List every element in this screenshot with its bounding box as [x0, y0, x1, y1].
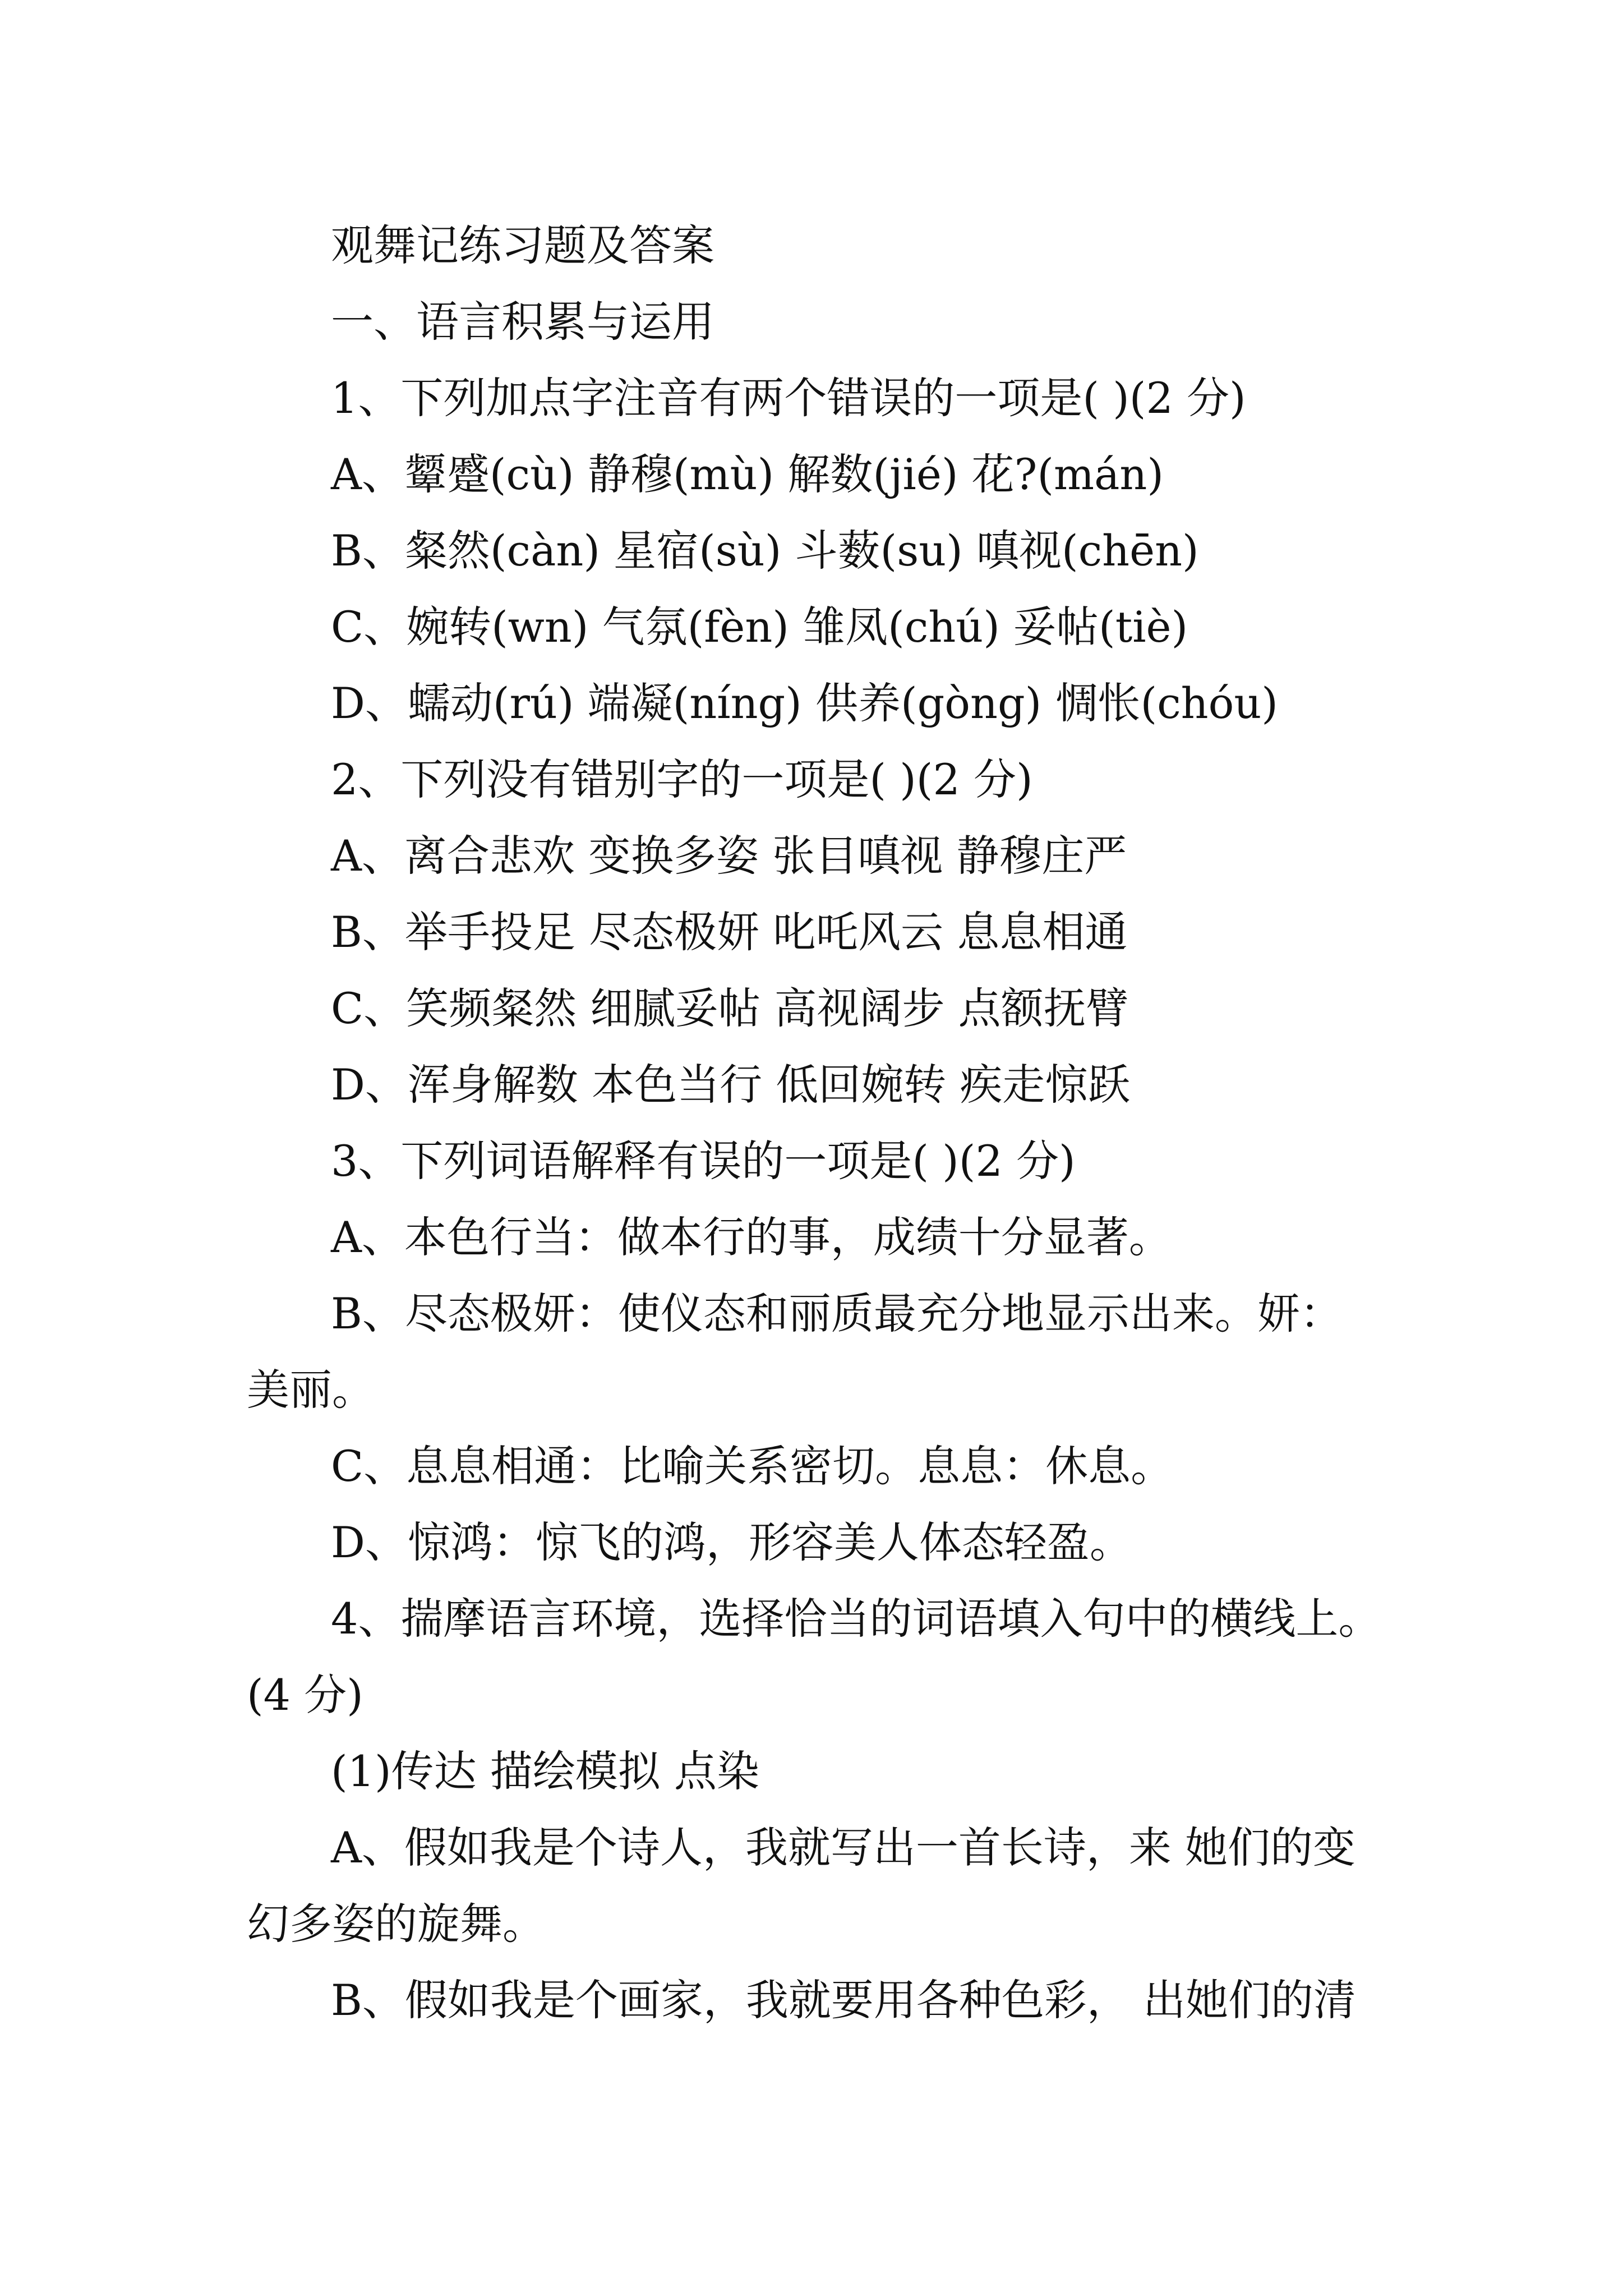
document-body [247, 208, 1413, 2039]
question-1-option-b: B、粲然(càn) 星宿(sù) 斗薮(su) 嗔视(chēn) [331, 526, 1199, 576]
question-3-option-a: A、本色行当：做本行的事，成绩十分显著。 [331, 1212, 1172, 1262]
question-2: 2、下列没有错别字的一项是( )(2 分) [331, 754, 1033, 804]
question-3-option-d: D、惊鸿：惊飞的鸿，形容美人体态轻盈。 [331, 1517, 1132, 1567]
question-3-option-b-continued: 美丽。 [247, 1365, 375, 1415]
question-4: 4、揣摩语言环境，选择恰当的词语填入句中的横线上。 [331, 1594, 1381, 1644]
document-title: 观舞记练习题及答案 [331, 220, 714, 270]
question-3-option-b: B、尽态极妍：使仪态和丽质最充分地显示出来。妍： [331, 1289, 1343, 1338]
question-1-option-d: D、蠕动(rú) 端凝(níng) 供养(gòng) 惆怅(chóu) [331, 678, 1278, 728]
question-4-score: (4 分) [247, 1670, 363, 1720]
question-1-option-c: C、婉转(wn) 气氛(fèn) 雏凤(chú) 妥帖(tiè) [331, 602, 1188, 652]
question-2-option-a: A、离合悲欢 变换多姿 张目嗔视 静穆庄严 [331, 831, 1127, 881]
question-3: 3、下列词语解释有误的一项是( )(2 分) [331, 1136, 1076, 1186]
section-heading: 一、语言积累与运用 [331, 297, 714, 347]
question-1-option-a: A、颦蹙(cù) 静穆(mù) 解数(jié) 花?(mán) [331, 449, 1164, 499]
question-1: 1、下列加点字注音有两个错误的一项是( )(2 分) [331, 373, 1246, 423]
question-4-sentence-a: A、假如我是个诗人，我就写出一首长诗，来 她们的变 [331, 1823, 1356, 1872]
question-4-sentence-a-continued: 幻多姿的旋舞。 [247, 1899, 545, 1949]
question-3-option-c: C、息息相通：比喻关系密切。息息：休息。 [331, 1441, 1174, 1491]
question-2-option-c: C、笑频粲然 细腻妥帖 高视阔步 点额抚臂 [331, 983, 1129, 1033]
question-4-word-bank: (1)传达 描绘模拟 点染 [331, 1746, 759, 1796]
question-2-option-d: D、浑身解数 本色当行 低回婉转 疾走惊跃 [331, 1060, 1131, 1110]
question-2-option-b: B、举手投足 尽态极妍 叱吒风云 息息相通 [331, 907, 1128, 957]
question-4-sentence-b: B、假如我是个画家，我就要用各种色彩， 出她们的清 [331, 1975, 1357, 2025]
